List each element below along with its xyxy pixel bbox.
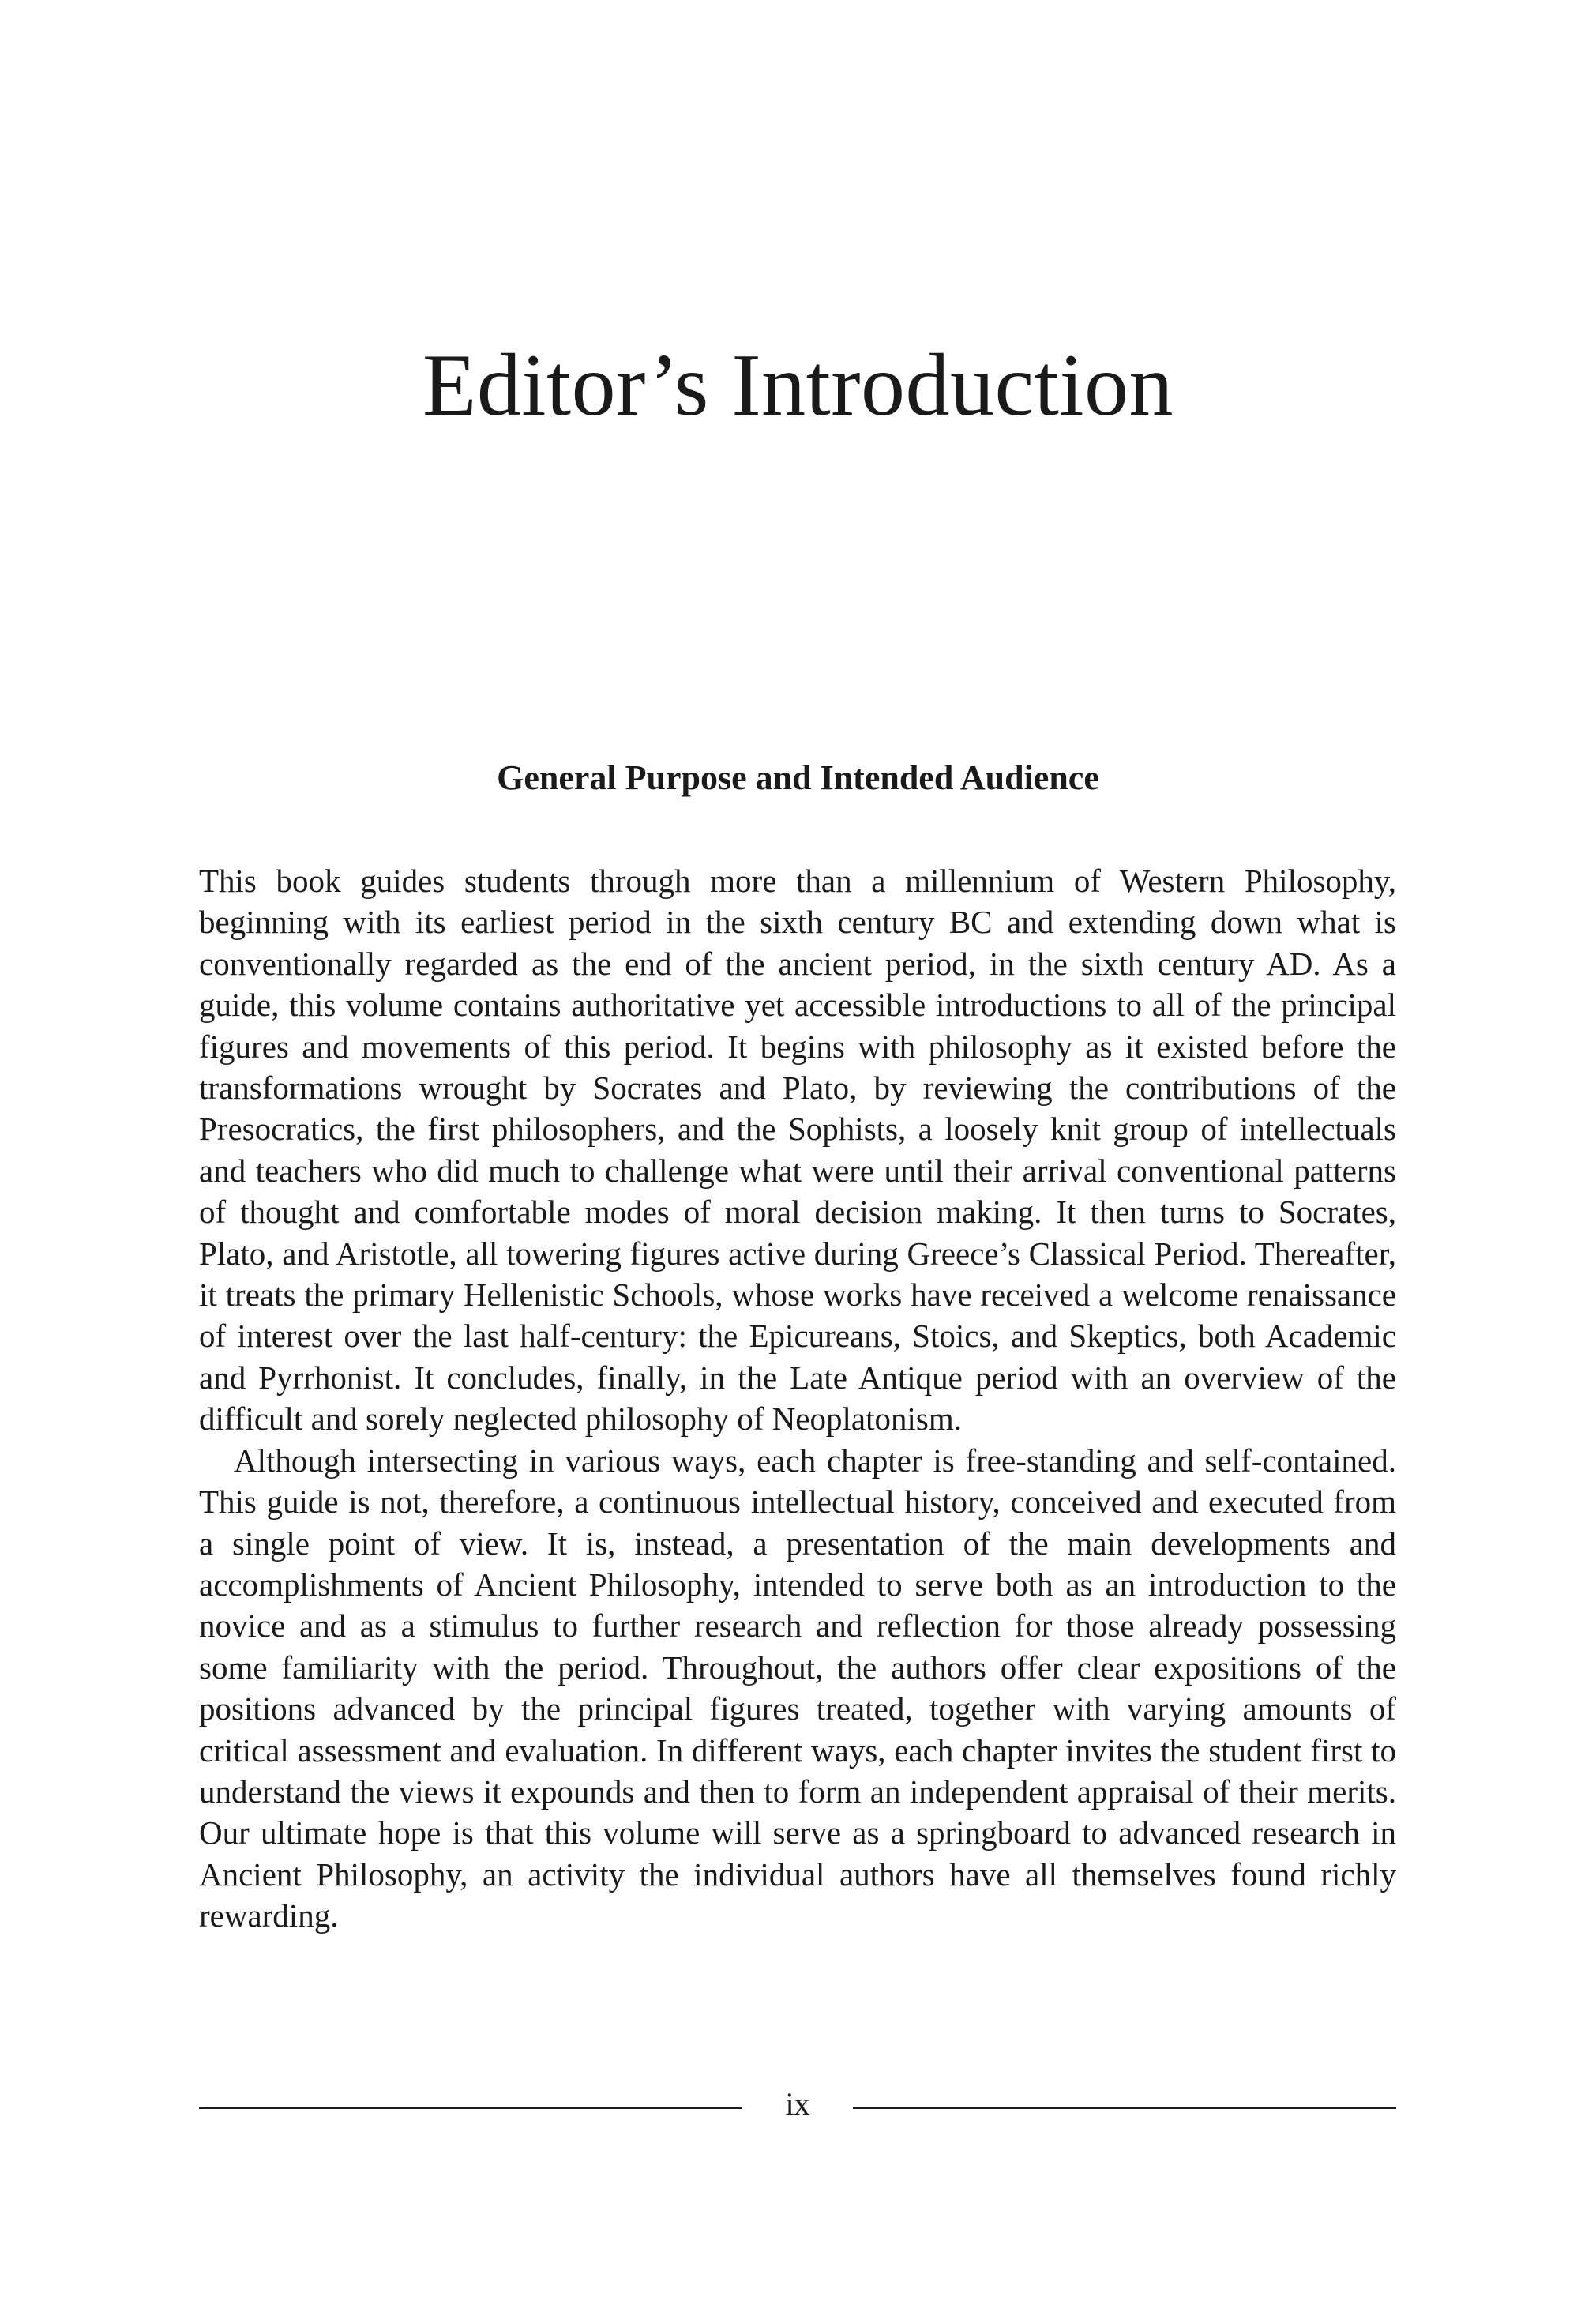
paragraph: This book guides students through more than a millennium of Western Philosophy, beginning with its earliest period in the sixth century BC and extending down what is conventionally regarded as the end of the ancient period, in the sixth century AD. As a guide, this volume contains authoritative yet accessible introductions to all of the principal figures and movements of this period. It begins with philosophy as it existed before the transformations wrought by Socrates and Plato, by reviewing the contributions of the Presocratics, the first philosophers, and the Sophists, a loosely knit group of intellectuals and teachers who did much to challenge what were until their arrival conventional patterns of thought and comfortable modes of moral decision making. It then turns to Socrates, Plato, and Aristotle, all towering figures active during Greece’s Classical Period. Thereafter, it treats the primary Hellenistic Schools, whose works have received a welcome renaissance of interest over the last half-century: the Epicureans, Stoics, and Skeptics, both Academic and Pyrrhonist. It concludes, finally, in the Late Antique period with an overview of the difficult and sorely neglected philosophy of Neoplatonism. bbox=[199, 863, 1396, 1438]
paragraph: Although intersecting in various ways, each chapter is free-standing and self-contained. This guide is not, therefore, a continuous intellectual history, conceived and executed from a single point of view. It is, instead, a presentation of the main developments and accomplishments of Ancient Philosophy, intended to serve both as an introduction to the novice and as a stimulus to further research and reflection for those already possessing some familiarity with the period. Throughout, the authors offer clear expositions of the positions advanced by the principal figures treated, together with varying amounts of critical assessment and evaluation. In different ways, each chapter invites the student first to understand the views it expounds and then to form an independent appraisal of their merits. Our ultimate hope is that this volume will serve as a springboard to advanced research in Ancient Philosophy, an activity the individual authors have all themselves found richly rewarding. bbox=[199, 1442, 1396, 1934]
footer-rule-left bbox=[199, 2107, 742, 2109]
body-text bbox=[199, 860, 1396, 1937]
page-footer bbox=[199, 2081, 1396, 2128]
section-heading: General Purpose and Intended Audience bbox=[497, 758, 1099, 797]
footer-rule-right bbox=[853, 2107, 1396, 2109]
page-number: ix bbox=[785, 2086, 810, 2122]
chapter-title: Editor’s Introduction bbox=[422, 336, 1174, 434]
